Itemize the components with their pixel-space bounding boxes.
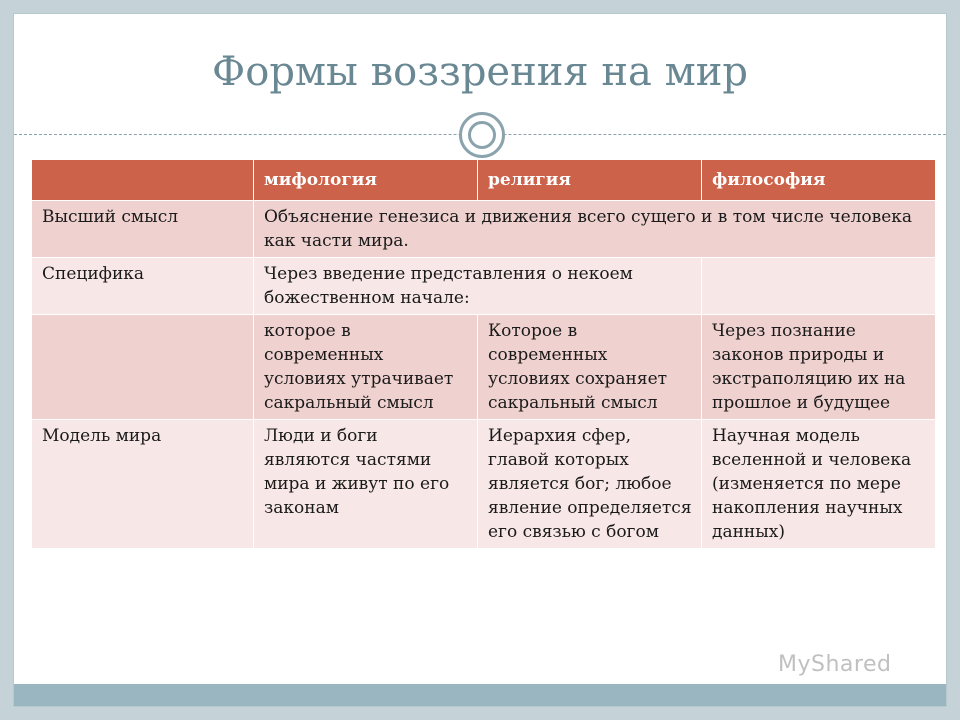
row-label: Специфика xyxy=(32,258,254,315)
table-row xyxy=(32,201,936,258)
table-cell: которое в современных условиях утрачивает сакральный смысл xyxy=(254,315,478,420)
worldview-table xyxy=(31,159,936,549)
row-label xyxy=(32,315,254,420)
table-cell: Иерархия сфер, главой которых является бог; любое явление определяется его связью с богом xyxy=(478,420,702,549)
merged-cell: Через введение представления о некоем божественном начале: xyxy=(254,258,702,315)
watermark: MyShared xyxy=(778,652,892,677)
bottom-band xyxy=(14,684,946,706)
table-row xyxy=(32,420,936,549)
table-cell: Люди и боги являются частями мира и живут по его законам xyxy=(254,420,478,549)
slide-title: Формы воззрения на мир xyxy=(212,49,748,95)
header-cell-empty xyxy=(32,160,254,201)
table-header-row xyxy=(32,160,936,201)
table-row xyxy=(32,258,936,315)
table-cell xyxy=(702,258,936,315)
table-row xyxy=(32,315,936,420)
header-mythology: мифология xyxy=(254,160,478,201)
table-cell: Которое в современных условиях сохраняет сакральный смысл xyxy=(478,315,702,420)
table-cell: Научная модель вселенной и человека (изменяется по мере накопления научных данных) xyxy=(702,420,936,549)
row-label: Высший смысл xyxy=(32,201,254,258)
table-cell: Через познание законов природы и экстраполяцию их на прошлое и будущее xyxy=(702,315,936,420)
slide xyxy=(14,14,946,706)
merged-cell: Объяснение генезиса и движения всего сущего и в том числе человека как части мира. xyxy=(254,201,936,258)
row-label: Модель мира xyxy=(32,420,254,549)
header-philosophy: философия xyxy=(702,160,936,201)
ring-ornament-icon xyxy=(459,112,505,158)
header-religion: религия xyxy=(478,160,702,201)
